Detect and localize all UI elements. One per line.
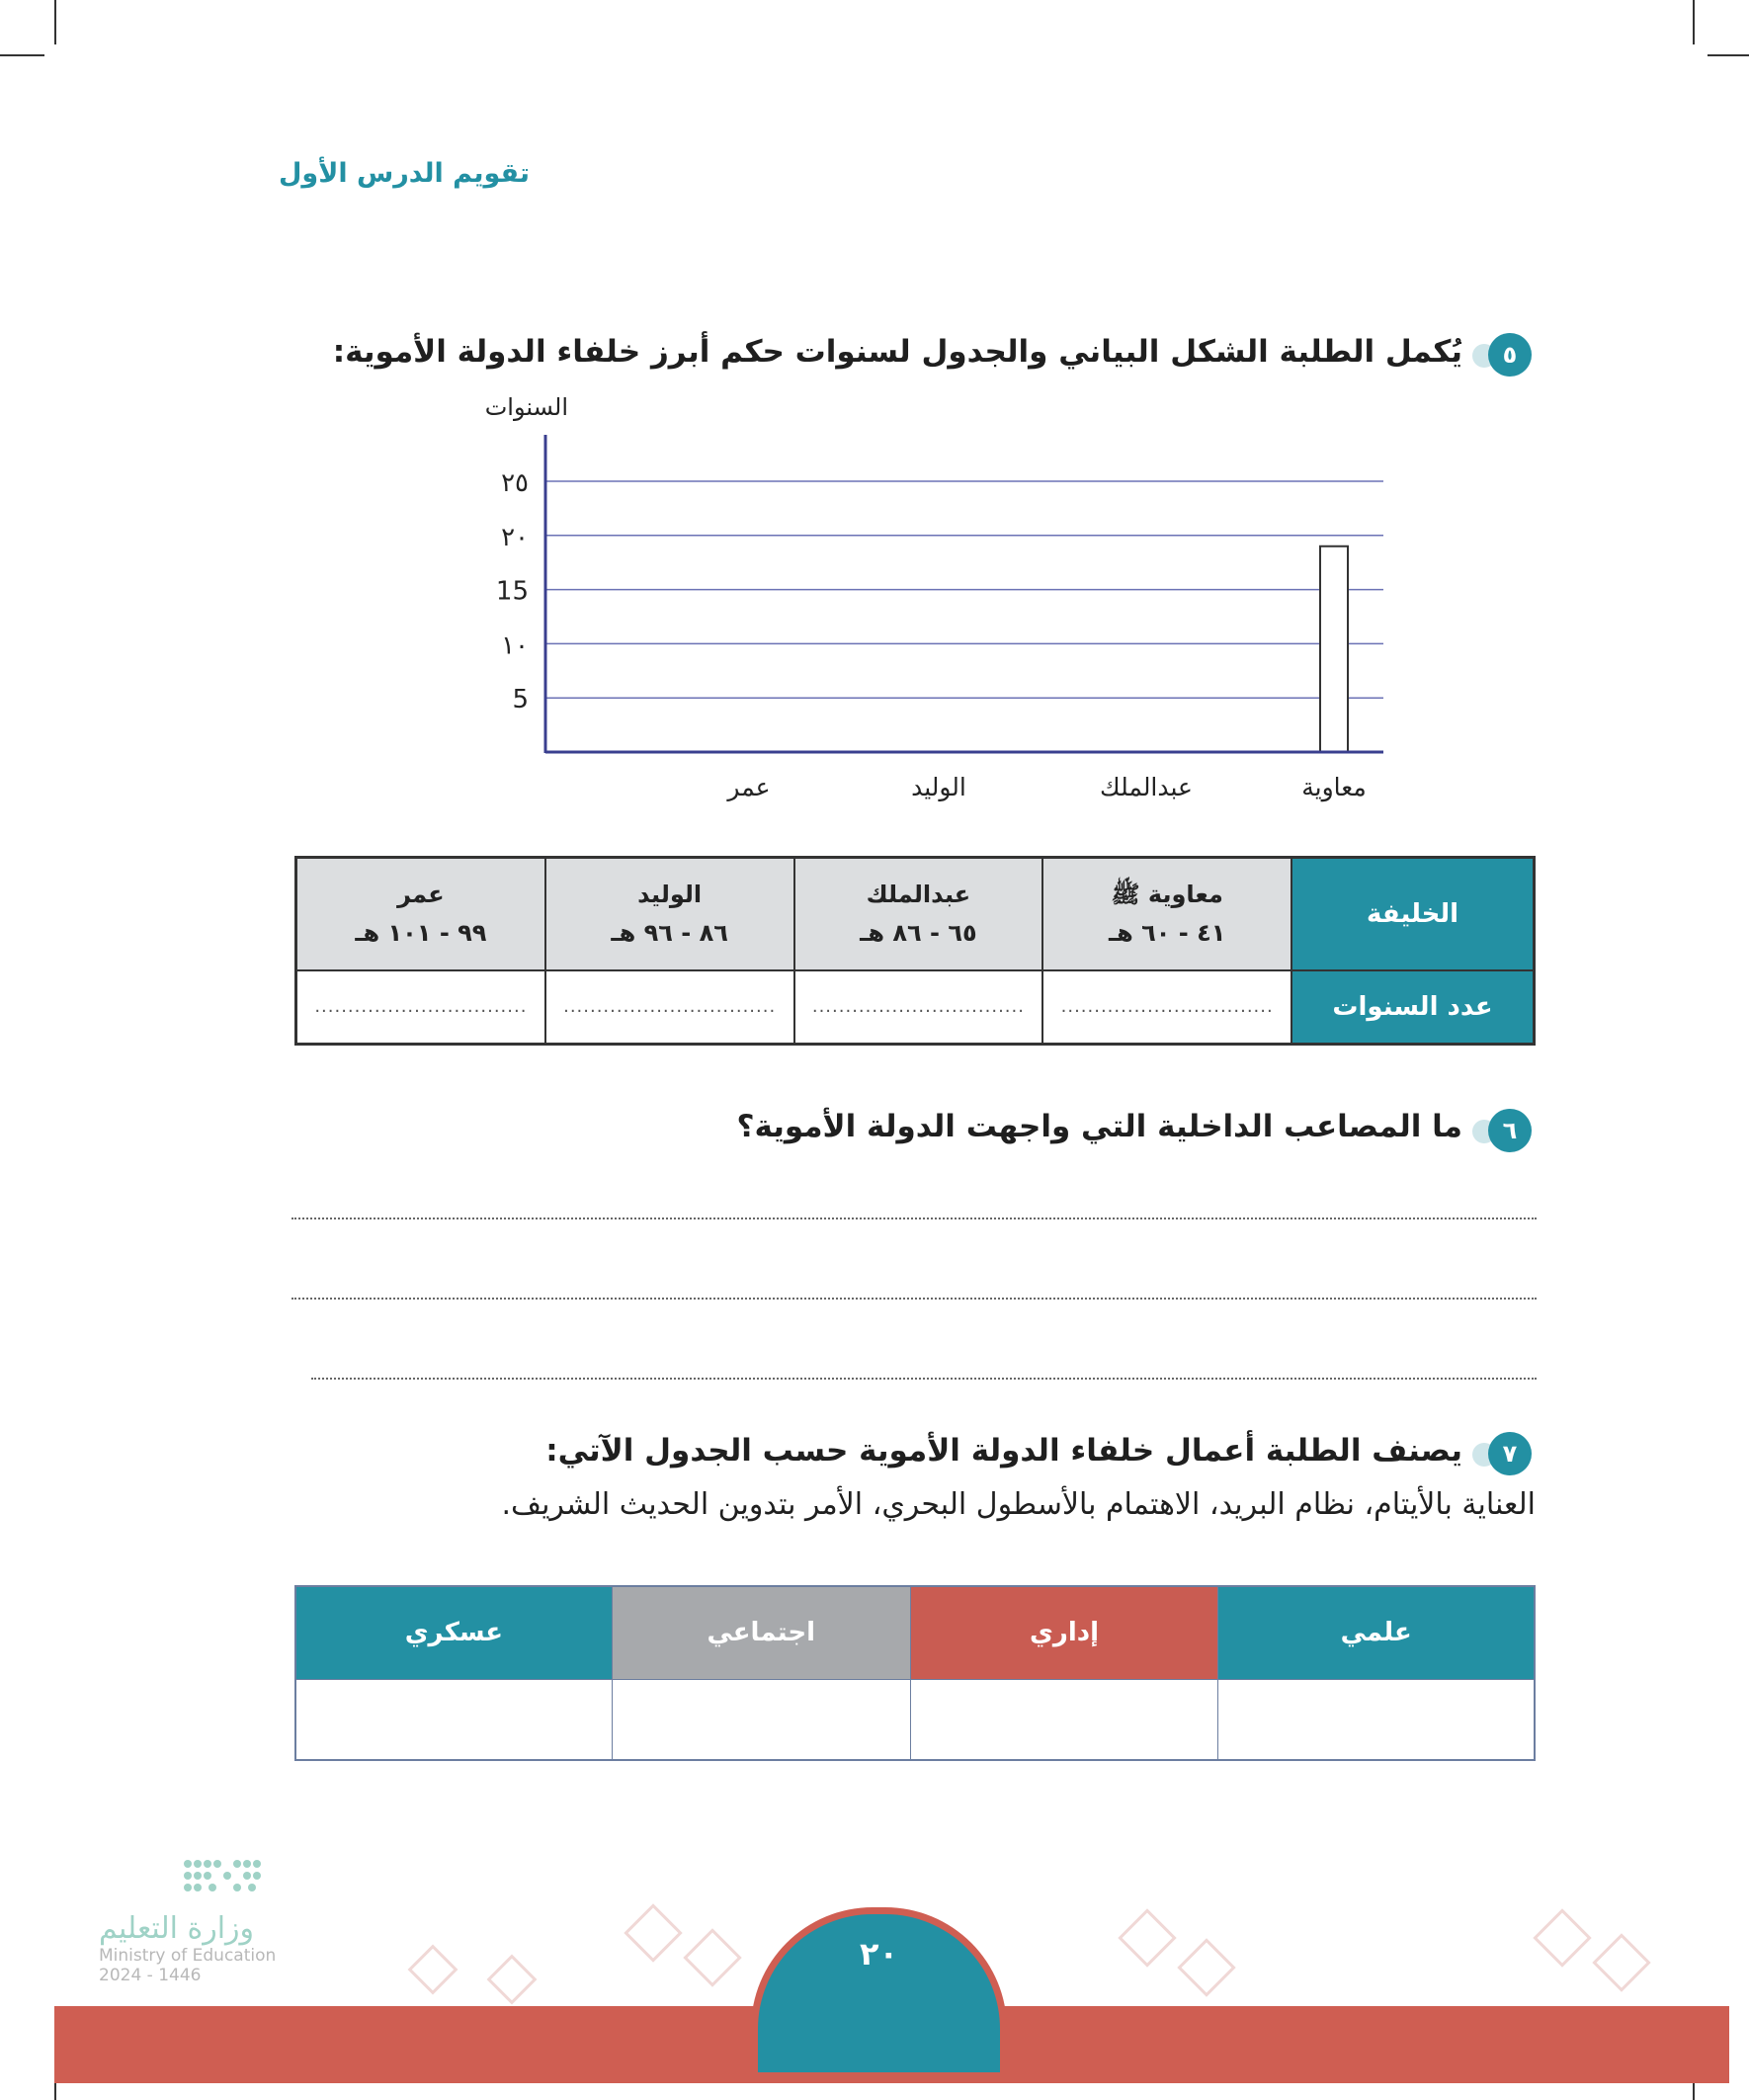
crop-mark (0, 54, 44, 56)
scientific-header: علمي (1218, 1586, 1535, 1679)
page-number-badge (751, 1907, 1007, 2072)
chart-y-tick-label: 5 (512, 685, 529, 715)
chart-y-axis-label: السنوات (484, 393, 568, 421)
crop-mark (54, 0, 56, 44)
scientific-answer-cell[interactable] (1218, 1679, 1535, 1760)
caliph-cell-muawiya (1042, 858, 1291, 970)
chart-x-tick-label: معاوية (1301, 773, 1367, 801)
answer-line[interactable] (311, 1378, 1537, 1380)
caliph-name: الوليد (637, 881, 703, 909)
decorative-diamond (1592, 1933, 1650, 1991)
answer-line[interactable] (292, 1218, 1537, 1219)
question-7-items: العناية بالأيتام، نظام البريد، الاهتمام بالأسطول البحري، الأمر بتدوين الحديث الشريف. (501, 1487, 1536, 1522)
page-number: ٢٠ (859, 1935, 899, 1973)
decorative-diamond (1177, 1938, 1235, 1996)
caliph-years: ٤١ - ٦٠ هـ (1108, 918, 1226, 947)
caliph-cell-abdulmalik (794, 858, 1043, 970)
ministry-dots-icon (99, 1858, 277, 1907)
military-answer-cell[interactable] (295, 1679, 612, 1760)
question-5-number: ٥ (1488, 333, 1532, 377)
chart-bar (1320, 546, 1348, 752)
chart-y-tick-label: ٢٠ (501, 522, 529, 552)
decorative-diamond (624, 1903, 682, 1962)
caliph-name: عبدالملك (866, 881, 971, 909)
question-6-text: ما المصاعب الداخلية التي واجهت الدولة الأموية؟ (736, 1109, 1462, 1144)
chart-y-tick-label: 15 (495, 576, 529, 607)
caliph-row-header: الخليفة (1291, 858, 1534, 970)
caliph-years: ٨٦ - ٩٦ هـ (611, 918, 728, 947)
caliph-name: عمر (397, 881, 445, 909)
caliph-years: ٦٥ - ٨٦ هـ (860, 918, 977, 947)
chart-x-tick-label: عمر (727, 773, 771, 801)
question-6-number: ٦ (1488, 1109, 1532, 1152)
caliphs-reign-table (294, 856, 1536, 1046)
years-blank[interactable]: ................................ (545, 970, 794, 1045)
chart-x-tick-label: الوليد (911, 773, 966, 801)
social-header: اجتماعي (612, 1586, 910, 1679)
decorative-diamond (1118, 1908, 1176, 1967)
administrative-answer-cell[interactable] (910, 1679, 1218, 1760)
years-blank[interactable]: ................................ (296, 970, 545, 1045)
question-7-text: يصنف الطلبة أعمال خلفاء الدولة الأموية حسب الجدول الآتي: (545, 1433, 1462, 1469)
crop-mark (1707, 54, 1749, 56)
crop-mark (1693, 0, 1695, 44)
decorative-diamond (408, 1945, 458, 1995)
ministry-name-ar: وزارة التعليم (99, 1911, 255, 1946)
decorative-diamond (1533, 1908, 1591, 1967)
question-7-number: ٧ (1488, 1432, 1532, 1475)
ministry-year: 2024 - 1446 (99, 1966, 202, 1985)
chart-y-tick-label: ٢٥ (501, 468, 529, 498)
reign-years-bar-chart (474, 390, 1393, 815)
ministry-name-en: Ministry of Education (99, 1946, 277, 1966)
decorative-diamond (487, 1955, 538, 2005)
years-row-header: عدد السنوات (1291, 970, 1534, 1045)
caliph-name: معاوية ﷺ (1111, 881, 1223, 909)
chart-x-tick-label: عبدالملك (1100, 773, 1193, 801)
ministry-logo (99, 1858, 356, 1985)
answer-line[interactable] (292, 1298, 1537, 1300)
chart-y-tick-label: ١٠ (501, 630, 529, 661)
years-blank[interactable]: ................................ (794, 970, 1043, 1045)
decorative-diamond (683, 1928, 741, 1986)
classification-table (294, 1585, 1536, 1761)
question-5-text: يُكمل الطلبة الشكل البياني والجدول لسنوات حكم أبرز خلفاء الدولة الأموية: (332, 334, 1462, 370)
years-blank[interactable]: ................................ (1042, 970, 1291, 1045)
caliph-cell-omar (296, 858, 545, 970)
caliph-years: ٩٩ - ١٠١ هـ (355, 918, 487, 947)
administrative-header: إداري (910, 1586, 1218, 1679)
caliph-cell-walid (545, 858, 794, 970)
military-header: عسكري (295, 1586, 612, 1679)
lesson-review-title: تقويم الدرس الأول (279, 158, 530, 189)
social-answer-cell[interactable] (612, 1679, 910, 1760)
